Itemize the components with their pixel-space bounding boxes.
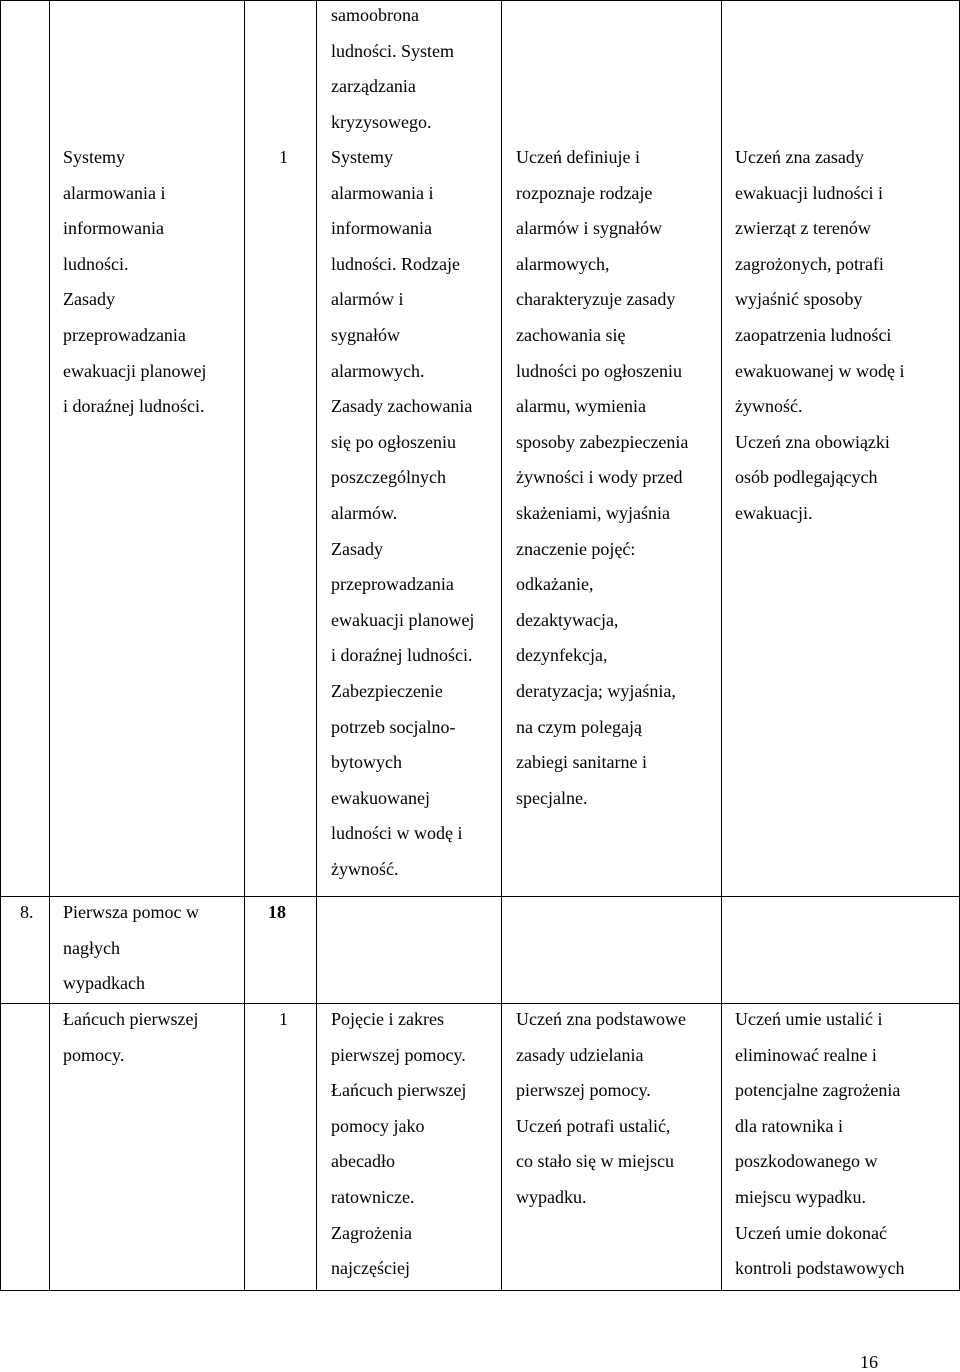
column-divider <box>316 0 317 1291</box>
column-divider <box>0 0 1 1291</box>
column-divider <box>721 0 722 1291</box>
content-cell: Pojęcie i zakres pierwszej pomocy. Łańcuch pierwszej pomocy jako abecadło ratownicze. Zagrożenia najczęściej <box>331 1009 467 1279</box>
page-number: 16 <box>860 1352 878 1372</box>
column-divider <box>244 0 245 1291</box>
column-divider <box>501 0 502 1291</box>
topic-cell: Systemy alarmowania i informowania ludności. Zasady przeprowadzania ewakuacji planowej i doraźnej ludności. <box>63 147 207 417</box>
section-hours: 18 <box>268 902 286 922</box>
hours-cell: 1 <box>279 1009 288 1029</box>
section-title: Pierwsza pomoc w nagłych wypadkach <box>63 902 199 994</box>
extended-requirements-cell: Uczeń umie ustalić i eliminować realne i potencjalne zagrożenia dla ratownika i poszkodowanego w miejscu wypadku. Uczeń umie dokonać kontroli podstawowych <box>735 1009 905 1279</box>
basic-requirements-cell: Uczeń zna podstawowe zasady udzielania pierwszej pomocy. Uczeń potrafi ustalić, co stało się w miejscu wypadku. <box>516 1009 686 1207</box>
extended-requirements-cell: Uczeń zna zasady ewakuacji ludności i zwierząt z terenów zagrożonych, potrafi wyjaśnić sposoby zaopatrzenia ludności ewakuowanej w wodę i żywność. Uczeń zna obowiązki osób podlegających ewakuacji. <box>735 147 905 523</box>
section-number: 8. <box>20 902 34 922</box>
content-cell-continued: samoobrona ludności. System zarządzania kryzysowego. <box>331 5 455 132</box>
content-cell: Systemy alarmowania i informowania ludności. Rodzaje alarmów i sygnałów alarmowych. Zasady zachowania się po ogłoszeniu poszczególnych alarmów. Zasady przeprowadzania ewakuacji planowej i doraźnej ludności. Zabezpieczenie potrzeb socjalno- bytowych ewakuowanej ludności w wodę i żywność. <box>331 147 475 879</box>
table-border-bottom <box>0 1290 960 1291</box>
hours-cell: 1 <box>279 147 288 167</box>
column-divider <box>49 0 50 1291</box>
basic-requirements-cell: Uczeń definiuje i rozpoznaje rodzaje alarmów i sygnałów alarmowych, charakteryzuje zasady zachowania się ludności po ogłoszeniu alarmu, wymienia sposoby zabezpieczenia żywności i wody przed skażeniami, wyjaśnia znaczenie pojęć: odkażanie, dezaktywacja, dezynfekcja, deratyzacja; wyjaśnia, na czym polegają zabiegi sanitarne i specjalne. <box>516 147 689 808</box>
topic-cell: Łańcuch pierwszej pomocy. <box>63 1009 199 1065</box>
